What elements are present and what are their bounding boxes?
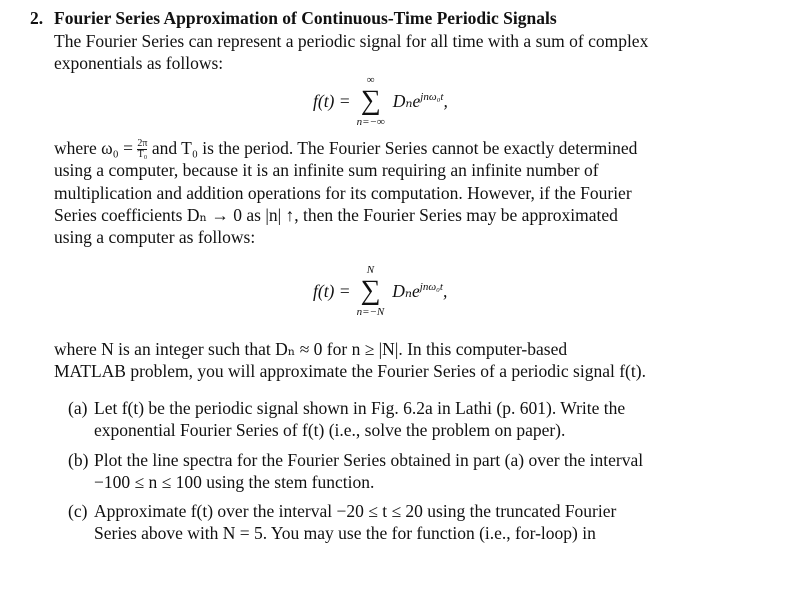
eq2-lhs: f(t) = <box>313 281 351 301</box>
eq2-term <box>392 280 447 302</box>
item-b-label: (b) <box>68 450 89 470</box>
eq2-exp: e <box>412 281 420 301</box>
para2-line-4: Series coefficients Dₙ → 0 as |n| ↑, then the Fourier Series may be approximated <box>54 205 618 225</box>
eq2-upper: N <box>366 264 375 276</box>
eq1-sup: jnω₀t <box>420 91 444 104</box>
eq1-tail: , <box>443 91 448 111</box>
eq1-upper: ∞ <box>366 74 375 86</box>
frac-num: 2π <box>137 138 148 150</box>
para2-text-a: where ω₀ = <box>54 138 138 158</box>
eq1-exp: e <box>412 91 421 111</box>
section-number: 2. <box>30 8 44 28</box>
para3-line-2: MATLAB problem, you will approximate the Fourier Series of a periodic signal f(t). <box>54 361 646 381</box>
eq2-tail: , <box>442 281 448 301</box>
eq1-lower: n=−∞ <box>356 116 385 128</box>
item-a-line-1: Let f(t) be the periodic signal shown in Fig. 6.2a in Lathi (p. 601). Write the <box>94 398 626 418</box>
para2-line-1 <box>54 137 637 160</box>
item-c-label: (c) <box>68 501 88 521</box>
equation-truncated-series <box>313 264 447 318</box>
equation-fourier-series <box>313 74 448 128</box>
item-c-line-1: Approximate f(t) over the interval −20 ≤ t ≤ 20 using the truncated Fourier <box>94 501 617 521</box>
para2-line-3: multiplication and addition operations for its computation. However, if the Fourier <box>54 183 632 203</box>
para2-line-2: using a computer, because it is an infinite sum requiring an infinite number of <box>54 160 599 180</box>
eq2-sum-stack <box>357 264 385 318</box>
para2-line-5: using a computer as follows: <box>54 227 256 247</box>
para2-text-b: and T₀ is the period. The Fourier Series cannot be exactly determined <box>147 138 638 158</box>
para3-line-1: where N is an integer such that Dₙ ≈ 0 for n ≥ |N|. In this computer-based <box>54 339 568 359</box>
eq1-lhs: f(t) = <box>313 91 351 111</box>
item-b-line-2: −100 ≤ n ≤ 100 using the stem function. <box>94 472 375 492</box>
eq1-coef: Dₙ <box>392 91 413 111</box>
eq2-lower: n=−N <box>356 306 385 318</box>
item-a-label: (a) <box>68 398 88 418</box>
frac-den: T₀ <box>137 149 148 161</box>
intro-line-1: The Fourier Series can represent a periodic signal for all time with a sum of complex <box>54 31 649 51</box>
item-b-line-1: Plot the line spectra for the Fourier Series obtained in part (a) over the interval <box>94 450 644 470</box>
eq1-sum-stack <box>357 74 385 128</box>
section-title: Fourier Series Approximation of Continuous-Time Periodic Signals <box>54 8 557 28</box>
sum-icon: ∑ <box>360 85 381 116</box>
intro-line-2: exponentials as follows: <box>54 53 224 73</box>
fraction <box>137 139 147 160</box>
eq2-sup: jnω₀t <box>419 281 443 294</box>
eq2-coef: Dₙ <box>392 281 412 301</box>
item-c-line-2: Series above with N = 5. You may use the for function (i.e., for-loop) in <box>94 523 596 543</box>
eq1-term <box>393 90 448 112</box>
item-a-line-2: exponential Fourier Series of f(t) (i.e., solve the problem on paper). <box>94 420 566 440</box>
sum-icon: ∑ <box>360 275 381 306</box>
